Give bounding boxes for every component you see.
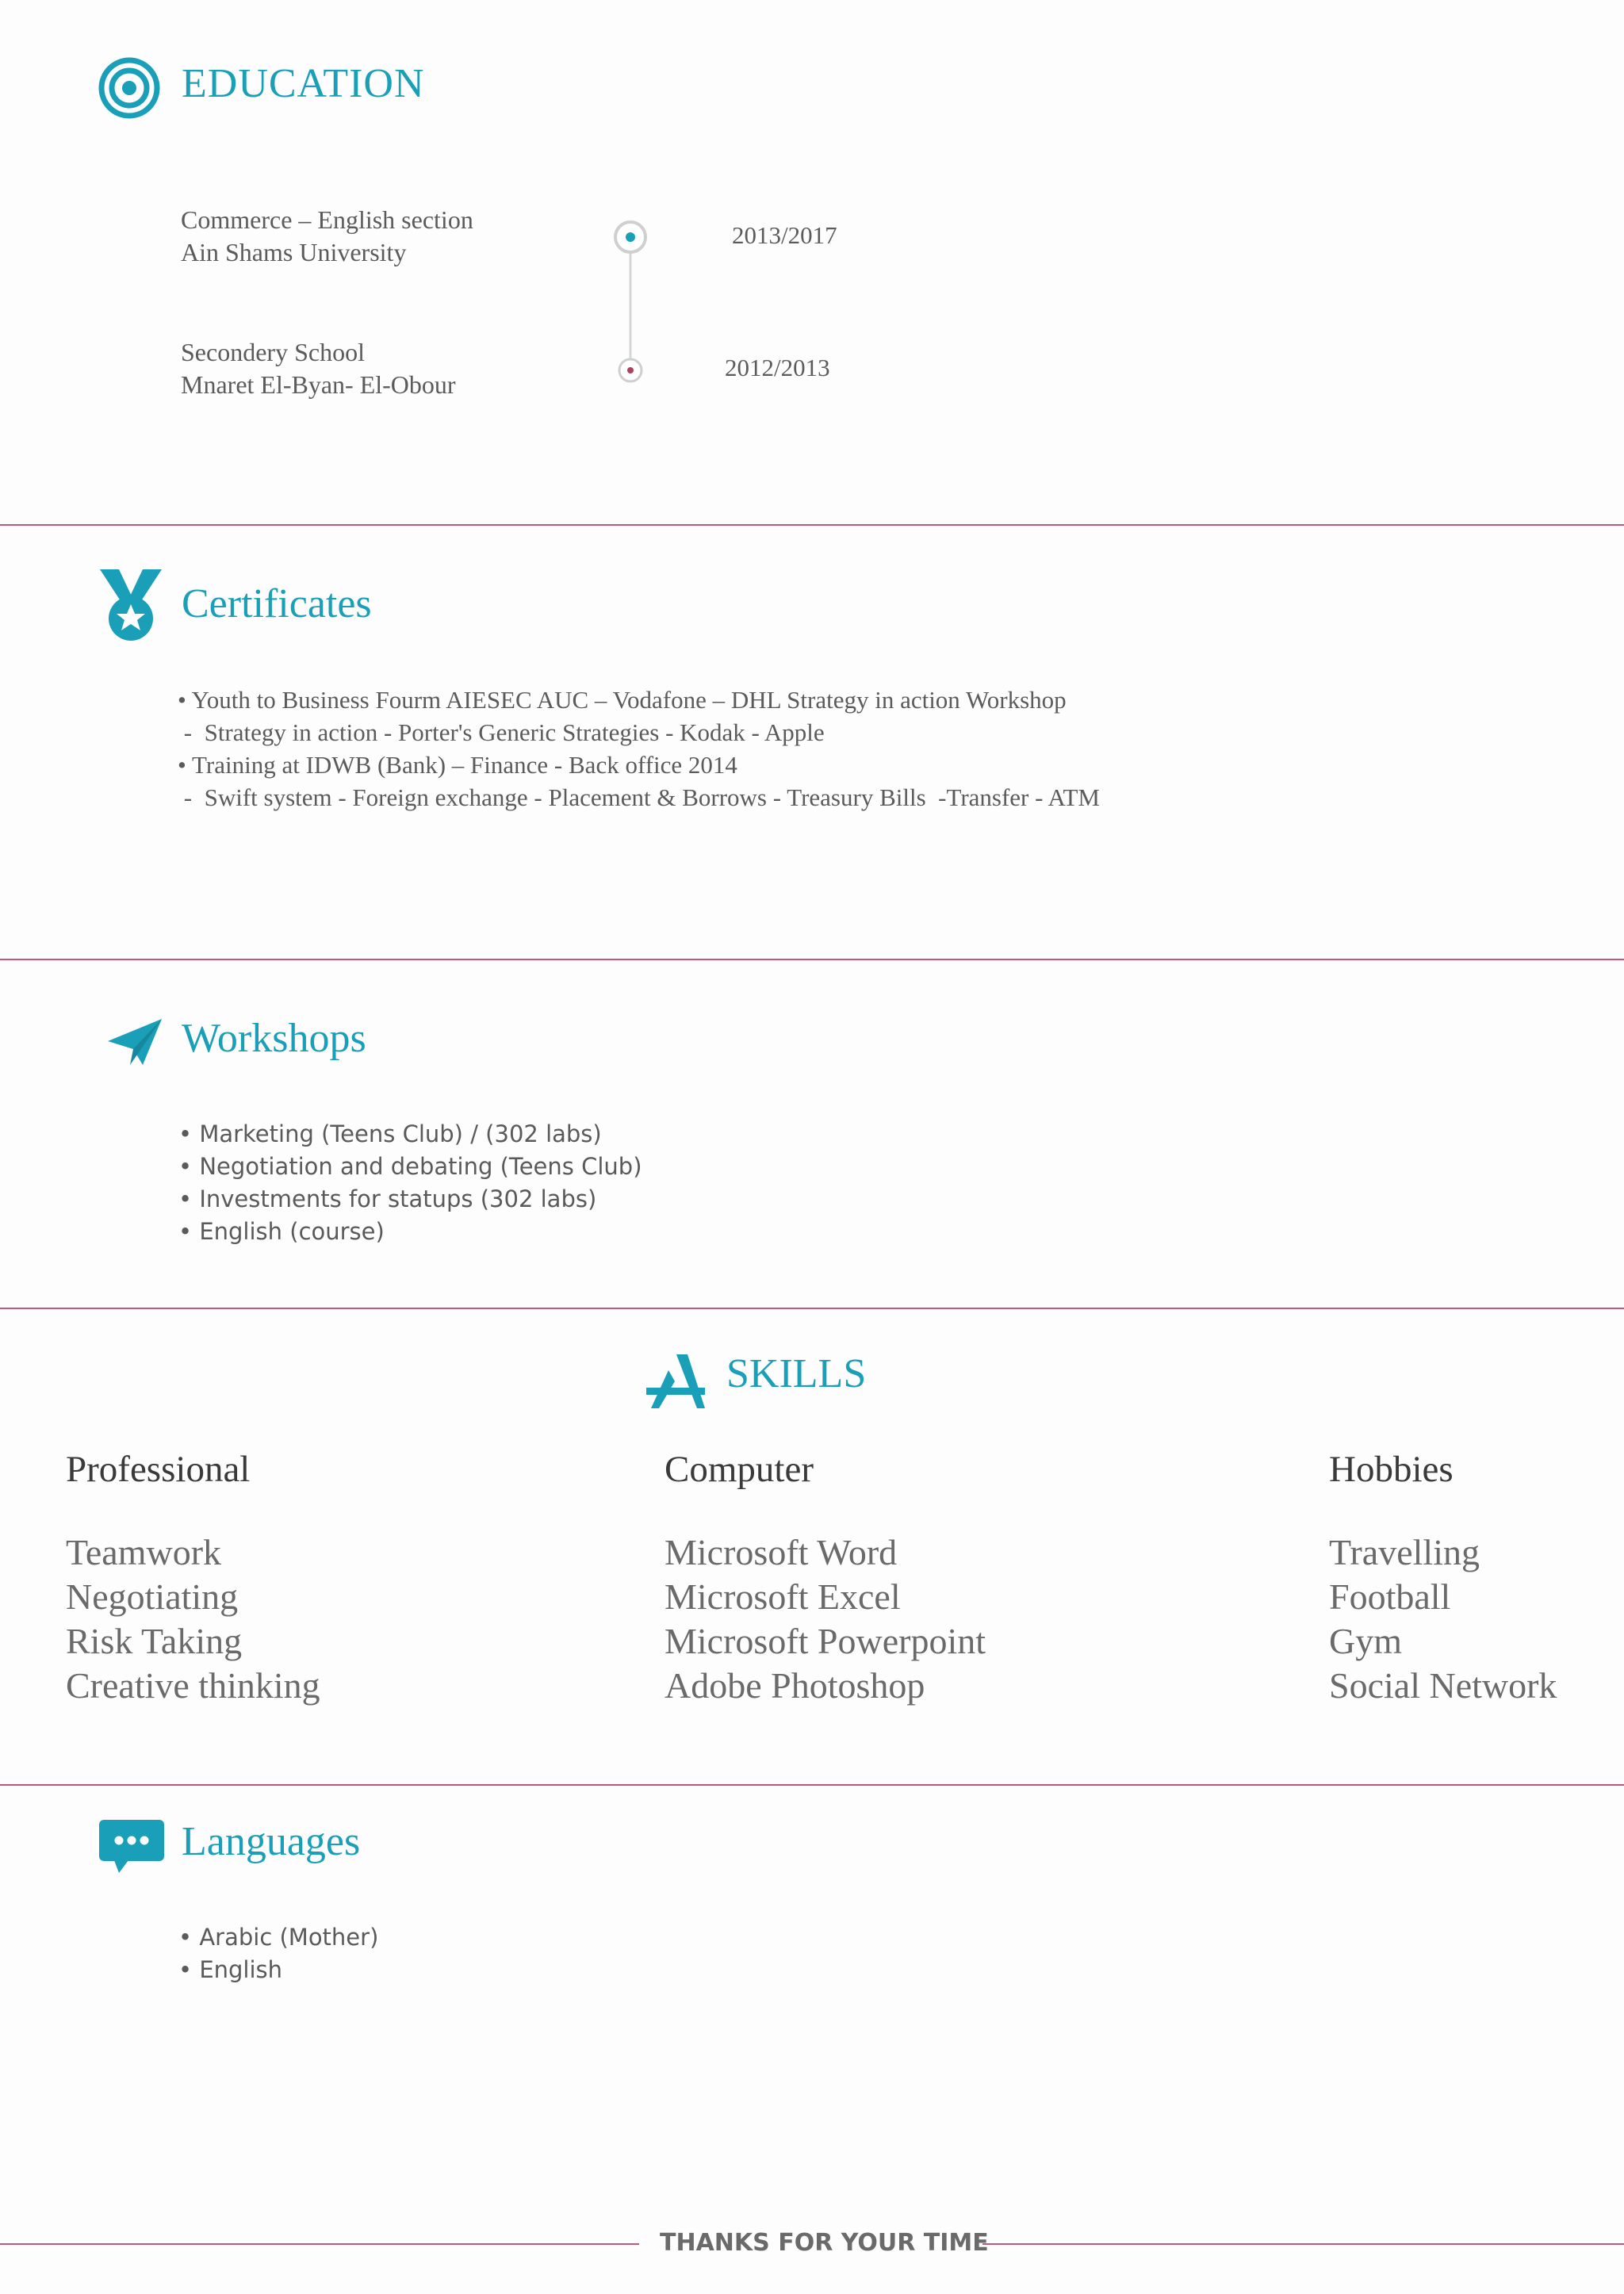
skills-column-hobbies-heading: Hobbies xyxy=(1329,1449,1454,1490)
list-item: Creative thinking xyxy=(66,1665,320,1706)
workshops-title: Workshops xyxy=(182,1016,366,1061)
education-entry-1-line2: Ain Shams University xyxy=(181,238,407,266)
paper-plane-icon xyxy=(106,1017,163,1068)
skills-column-professional-heading: Professional xyxy=(66,1449,251,1490)
list-item: Microsoft Excel xyxy=(665,1576,901,1617)
certificates-list xyxy=(178,684,1100,814)
list-item: • Negotiation and debating (Teens Club) xyxy=(178,1153,642,1180)
list-item: Risk Taking xyxy=(66,1621,243,1661)
divider xyxy=(0,524,1624,526)
languages-title: Languages xyxy=(182,1819,361,1864)
list-item: • Training at IDWB (Bank) – Finance - Back office 2014 xyxy=(178,751,737,779)
languages-list xyxy=(178,1921,378,1986)
education-entry-2-line2: Mnaret El-Byan- El-Obour xyxy=(181,370,456,399)
education-entry-2-line1: Secondery School xyxy=(181,338,365,366)
divider xyxy=(0,1308,1624,1309)
list-item: Social Network xyxy=(1329,1665,1557,1706)
certificates-title: Certificates xyxy=(182,581,372,626)
list-item: • English xyxy=(178,1956,283,1983)
footer-text: THANKS FOR YOUR TIME xyxy=(660,2229,989,2257)
list-item: Travelling xyxy=(1329,1532,1480,1572)
list-item: • Investments for statups (302 labs) xyxy=(178,1185,597,1212)
list-item: • Marketing (Teens Club) / (302 labs) xyxy=(178,1120,602,1147)
list-item: • English (course) xyxy=(178,1218,385,1245)
skills-column-professional xyxy=(66,1530,320,1708)
list-item: Teamwork xyxy=(66,1532,222,1572)
app-store-icon xyxy=(645,1353,707,1410)
list-item: Microsoft Powerpoint xyxy=(665,1621,986,1661)
list-item: - Strategy in action - Porter's Generic Strategies - Kodak - Apple xyxy=(178,718,825,746)
list-item: Adobe Photoshop xyxy=(665,1665,925,1706)
education-timeline xyxy=(611,216,650,390)
list-item: Negotiating xyxy=(66,1576,239,1617)
list-item: Microsoft Word xyxy=(665,1532,898,1572)
education-entry-1-year: 2013/2017 xyxy=(732,221,837,249)
education-entry-1-line1: Commerce – English section xyxy=(181,205,473,234)
list-item: • Arabic (Mother) xyxy=(178,1924,379,1951)
skills-title: SKILLS xyxy=(726,1351,867,1396)
skills-column-computer-heading: Computer xyxy=(665,1449,814,1490)
footer-rule-left xyxy=(0,2243,639,2245)
education-entry-2-year: 2012/2013 xyxy=(725,354,830,381)
education-title: EDUCATION xyxy=(182,61,425,106)
skills-column-computer xyxy=(665,1530,986,1708)
list-item: - Swift system - Foreign exchange - Placement & Borrows - Treasury Bills -Transfer - ATM xyxy=(178,783,1100,811)
list-item: Gym xyxy=(1329,1621,1402,1661)
medal-icon xyxy=(98,568,163,644)
divider xyxy=(0,1784,1624,1786)
footer-rule-right xyxy=(982,2243,1624,2245)
list-item: Football xyxy=(1329,1576,1451,1617)
skills-column-hobbies xyxy=(1329,1530,1557,1708)
target-icon xyxy=(98,57,160,119)
workshops-list xyxy=(178,1118,642,1248)
chat-bubble-icon xyxy=(98,1819,165,1875)
list-item: • Youth to Business Fourm AIESEC AUC – Vodafone – DHL Strategy in action Workshop xyxy=(178,686,1067,714)
divider xyxy=(0,959,1624,960)
